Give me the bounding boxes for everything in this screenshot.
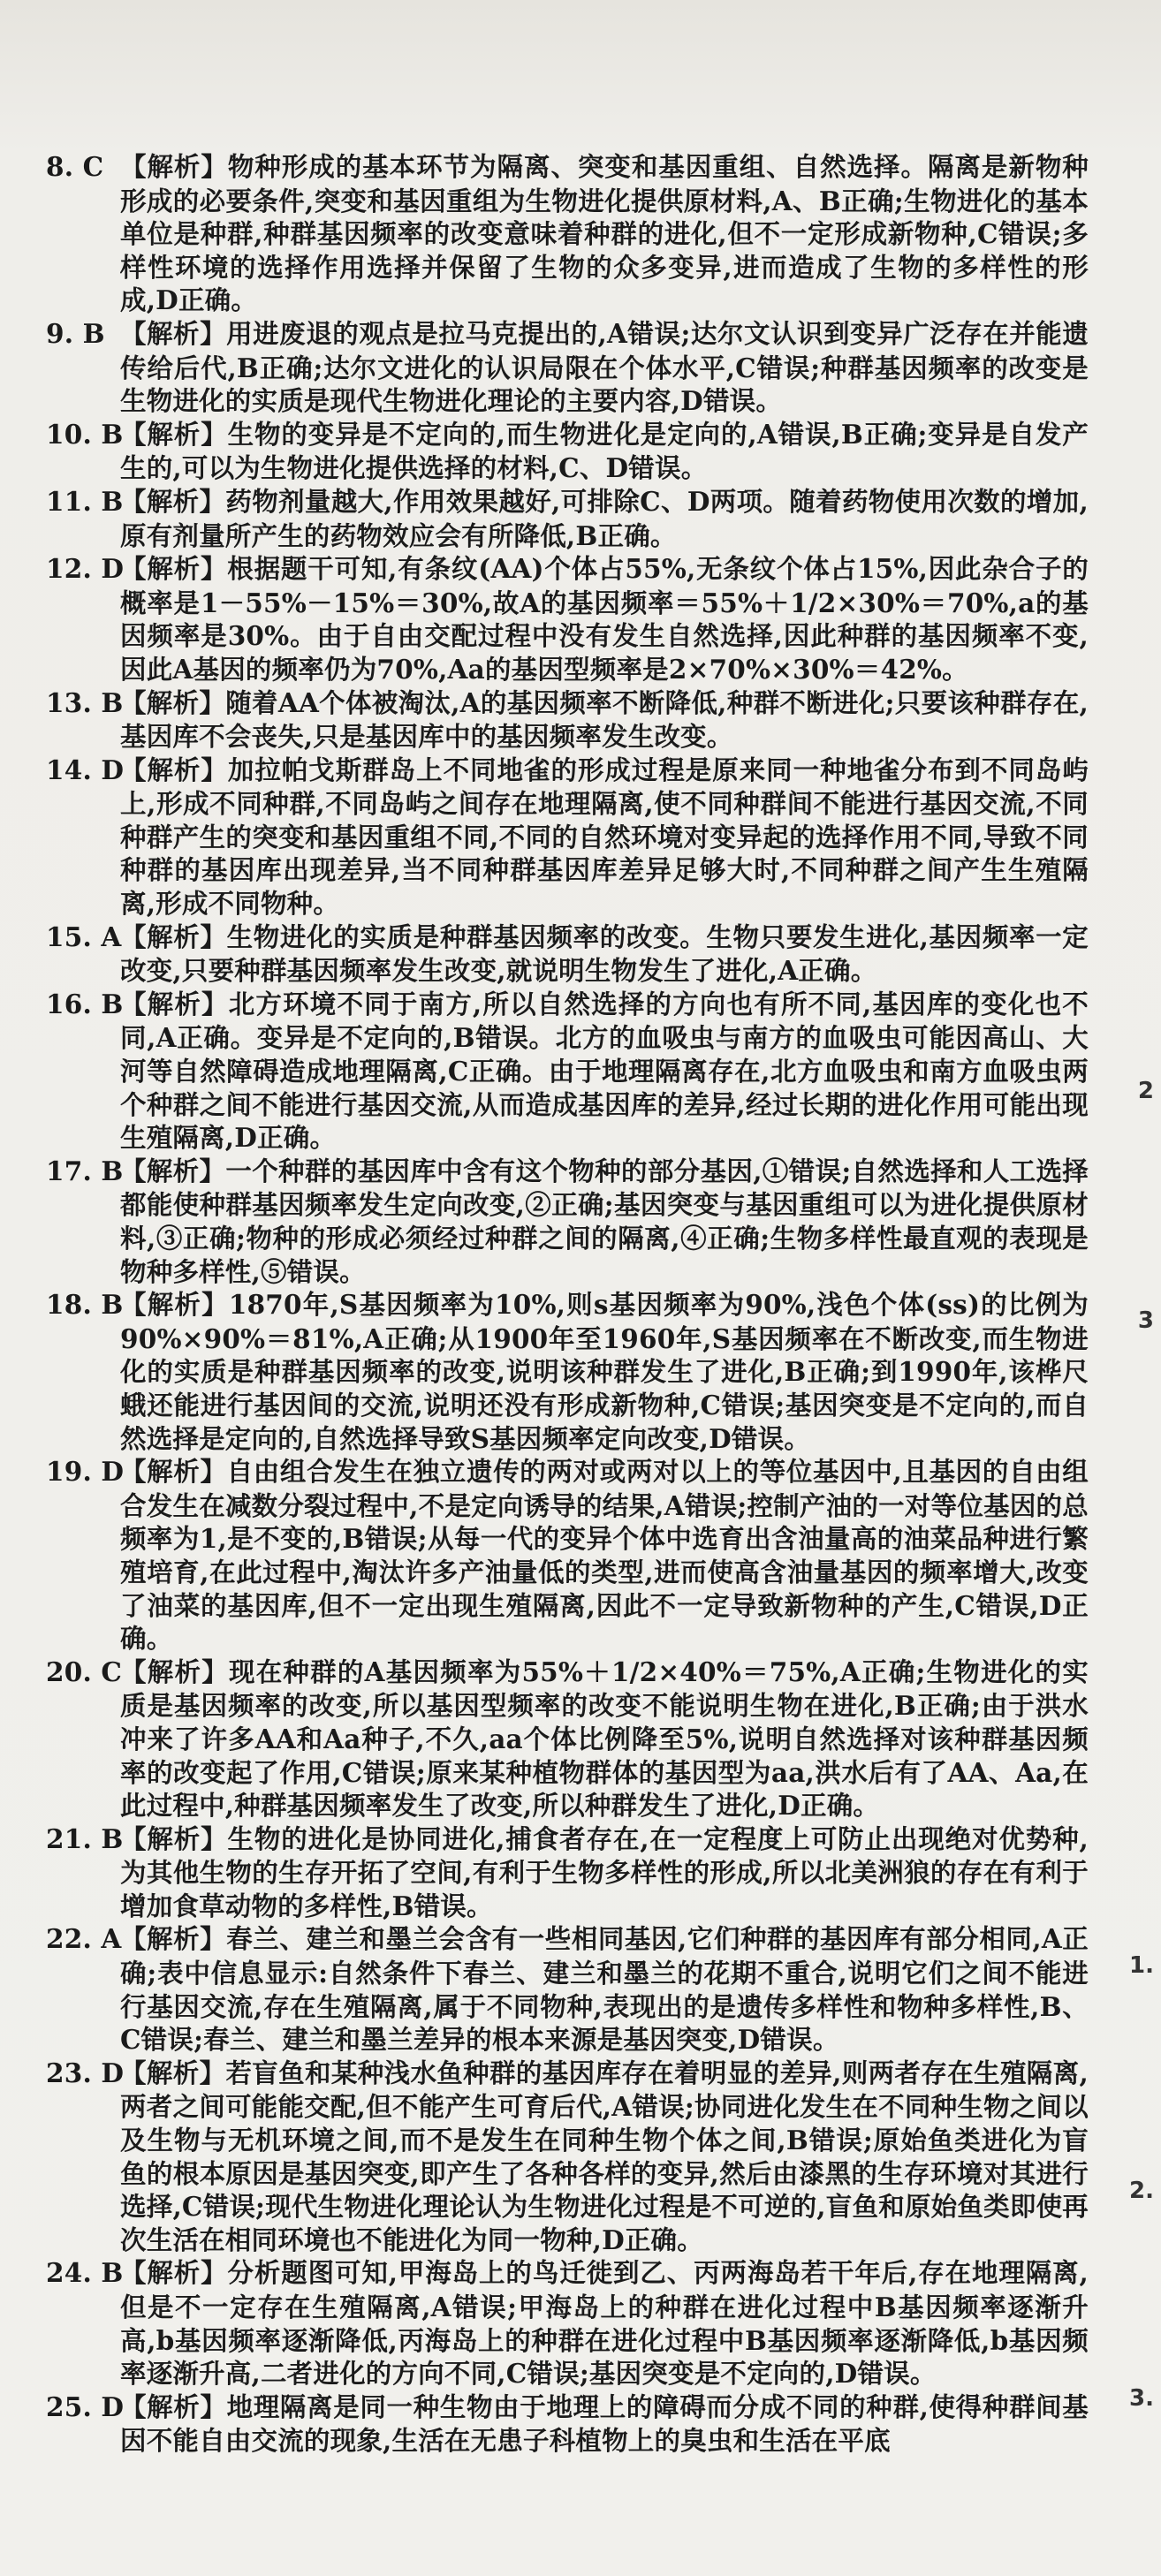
answer-number: 14. D: [46, 754, 125, 785]
analysis-tag: 【解析】: [120, 486, 226, 517]
answer-item: [46, 485, 1089, 552]
answer-number: 9. B: [46, 317, 105, 349]
margin-number: 2: [1137, 1078, 1154, 1104]
answer-item: [46, 754, 1089, 921]
answer-text: 生物进化的实质是种群基因频率的改变。生物只要发生进化,基因频率一定改变,只要种群基因频率发生改变,就说明生物发生了进化,A正确。: [120, 921, 1089, 987]
answer-text: 自由组合发生在独立遗传的两对或两对以上的等位基因中,且基因的自由组合发生在减数分裂过程中,不是定向诱导的结果,A错误;控制产油的一对等位基因的总频率为1,是不变的,B错误;从每一代的变异个体中选育出含油量高的油菜品种进行繁殖培育,在此过程中,淘汰许多产油量低的类型,进而使高含油量基因的频率增大,改变了油菜的基因库,但不一定出现生殖隔离,因此不一定导致新物种的产生,C错误,D正确。: [120, 1456, 1089, 1655]
analysis-tag: 【解析】: [120, 554, 228, 585]
answer-text: 用进废退的观点是拉马克提出的,A错误;达尔文认识到变异广泛存在并能遗传给后代,B正确;达尔文进化的认识局限在个体水平,C错误;种群基因频率的改变是生物进化的实质是现代生物进化理论的主要内容,D错误。: [120, 317, 1089, 417]
answer-item: [46, 150, 1089, 317]
analysis-tag: 【解析】: [120, 2391, 227, 2422]
analysis-tag: 【解析】: [120, 921, 227, 952]
margin-number: 1.: [1129, 1952, 1154, 1979]
answer-text: 分析题图可知,甲海岛上的鸟迁徙到乙、丙两海岛若干年后,存在地理隔离,但是不一定存在生殖隔离,A错误;甲海岛上的种群在进化过程中B基因频率逐渐升高,b基因频率逐渐降低,丙海岛上的种群在进化过程中B基因频率逐渐降低,b基因频率逐渐升高,二者进化的方向不同,C错误;基因突变是不定向的,D错误。: [120, 2257, 1089, 2390]
answer-number: 24. B: [46, 2257, 124, 2289]
answer-item: [46, 1288, 1089, 1455]
margin-number: 2.: [1129, 2178, 1154, 2204]
answer-item: [46, 2057, 1089, 2257]
answer-item: [46, 2256, 1089, 2390]
analysis-tag: 【解析】: [120, 152, 228, 182]
answer-item: [46, 1922, 1089, 2056]
answer-text: 生物的进化是协同进化,捕食者存在,在一定程度上可防止出现绝对优势种,为其他生物的生存开拓了空间,有利于生物多样性的形成,所以北美洲狼的存在有利于增加食草动物的多样性,B错误。: [120, 1822, 1089, 1921]
answer-number: 23. D: [46, 2057, 125, 2088]
answer-text: 春兰、建兰和墨兰会含有一些相同基因,它们种群的基因库有部分相同,A正确;表中信息显示:自然条件下春兰、建兰和墨兰的花期不重合,说明它们之间不能进行基因交流,存在生殖隔离,属于不同物种,表现出的是遗传多样性和物种多样性,B、C错误;春兰、建兰和墨兰差异的根本来源是基因突变,D错误。: [120, 1923, 1089, 2056]
analysis-tag: 【解析】: [120, 2258, 228, 2289]
analysis-tag: 【解析】: [120, 1656, 229, 1687]
answer-number: 12. D: [46, 553, 125, 585]
answer-item: [46, 1655, 1089, 1822]
answer-item: [46, 1155, 1089, 1288]
answer-item: [46, 317, 1089, 418]
answer-item: [46, 1455, 1089, 1655]
answer-number: 17. B: [46, 1155, 124, 1186]
answer-item: [46, 418, 1089, 485]
answer-text: 地理隔离是同一种生物由于地理上的障碍而分成不同的种群,使得种群间基因不能自由交流的现象,生活在无患子科植物上的臭虫和生活在平底: [120, 2390, 1089, 2457]
answer-text: 若盲鱼和某种浅水鱼种群的基因库存在着明显的差异,则两者存在生殖隔离,两者之间可能能交配,但不能产生可育后代,A错误;协同进化发生在不同种生物之间以及生物与无机环境之间,而不是发生在同种生物个体之间,B错误;原始鱼类进化为盲鱼的根本原因是基因突变,即产生了各种各样的变异,然后由漆黑的生存环境对其进行选择,C错误;现代生物进化理论认为生物进化过程是不可逆的,盲鱼和原始鱼类即使再次生活在相同环境也不能进化为同一物种,D正确。: [120, 2057, 1089, 2255]
answer-number: 25. D: [46, 2390, 125, 2422]
answer-item: [46, 552, 1089, 686]
answer-number: 8. C: [46, 151, 104, 182]
answer-item: [46, 2390, 1089, 2458]
margin-number: 3: [1137, 1307, 1154, 1334]
analysis-tag: 【解析】: [120, 1924, 227, 1955]
answer-text: 1870年,S基因频率为10%,则s基因频率为90%,浅色个体(ss)的比例为90%×90%＝81%,A正确;从1900年至1960年,S基因频率在不断改变,而生物进化的实质是种群基因频率的改变,说明该种群发生了进化,B正确;到1990年,该桦尺蛾还能进行基因间的交流,说明还没有形成新物种,C错误;基因突变是不定向的,而自然选择是定向的,自然选择导致S基因频率定向改变,D错误。: [120, 1289, 1089, 1454]
analysis-tag: 【解析】: [120, 754, 228, 785]
analysis-tag: 【解析】: [120, 1823, 228, 1854]
analysis-tag: 【解析】: [120, 1155, 226, 1186]
analysis-tag: 【解析】: [120, 687, 226, 718]
answer-text: 生物的变异是不定向的,而生物进化是定向的,A错误,B正确;变异是自发产生的,可以为生物进化提供选择的材料,C、D错误。: [120, 418, 1089, 484]
answer-number: 16. B: [46, 988, 124, 1019]
answer-number: 22. A: [46, 1923, 122, 1955]
answer-text: 物种形成的基本环节为隔离、突变和基因重组、自然选择。隔离是新物种形成的必要条件,突变和基因重组为生物进化提供原材料,A、B正确;生物进化的基本单位是种群,种群基因频率的改变意味着种群的进化,但不一定形成新物种,C错误;多样性环境的选择作用选择并保留了生物的众多变异,进而造成了生物的多样性的形成,D正确。: [120, 151, 1089, 316]
answer-item: [46, 921, 1089, 988]
analysis-tag: 【解析】: [120, 419, 228, 450]
answer-text: 现在种群的A基因频率为55%＋1/2×40%＝75%,A正确;生物进化的实质是基因频率的改变,所以基因型频率的改变不能说明生物在进化,B正确;由于洪水冲来了许多AA和Aa种子,不久,aa个体比例降至5%,说明自然选择对该种群基因频率的改变起了作用,C错误;原来某种植物群体的基因型为aa,洪水后有了AA、Aa,在此过程中,种群基因频率发生了改变,所以种群发生了进化,D正确。: [120, 1655, 1089, 1822]
analysis-tag: 【解析】: [120, 2057, 226, 2088]
margin-number: 3.: [1129, 2385, 1154, 2412]
answer-item: [46, 1822, 1089, 1923]
answer-number: 21. B: [46, 1822, 124, 1854]
answer-list: [46, 150, 1089, 2458]
answer-number: 19. D: [46, 1456, 125, 1488]
answer-number: 13. B: [46, 686, 124, 718]
answer-text: 北方环境不同于南方,所以自然选择的方向也有所不同,基因库的变化也不同,A正确。变异是不定向的,B错误。北方的血吸虫与南方的血吸虫可能因高山、大河等自然障碍造成地理隔离,C正确。由于地理隔离存在,北方血吸虫和南方血吸虫两个种群之间不能进行基因交流,从而造成基因库的差异,经过长期的进化作用可能出现生殖隔离,D正确。: [120, 988, 1089, 1154]
answer-text: 根据题干可知,有条纹(AA)个体占55%,无条纹个体占15%,因此杂合子的概率是1－55%－15%＝30%,故A的基因频率＝55%＋1/2×30%＝70%,a的基因频率是30%。由于自由交配过程中没有发生自然选择,因此种群的基因频率不变,因此A基因的频率仍为70%,Aa的基因型频率是2×70%×30%＝42%。: [120, 553, 1089, 685]
answer-number: 20. C: [46, 1655, 123, 1687]
answer-text: 随着AA个体被淘汰,A的基因频率不断降低,种群不断进化;只要该种群存在,基因库不会丧失,只是基因库中的基因频率发生改变。: [120, 686, 1089, 753]
answer-number: 11. B: [46, 485, 124, 517]
answer-number: 18. B: [46, 1289, 124, 1321]
analysis-tag: 【解析】: [120, 318, 227, 349]
answer-text: 药物剂量越大,作用效果越好,可排除C、D两项。随着药物使用次数的增加,原有剂量所产生的药物效应会有所降低,B正确。: [120, 485, 1089, 551]
answer-text: 一个种群的基因库中含有这个物种的部分基因,①错误;自然选择和人工选择都能使种群基因频率发生定向改变,②正确;基因突变与基因重组可以为进化提供原材料,③正确;物种的形成必须经过种群之间的隔离,④正确;生物多样性最直观的表现是物种多样性,⑤错误。: [120, 1155, 1089, 1287]
answer-item: [46, 988, 1089, 1155]
answer-number: 10. B: [46, 418, 124, 450]
analysis-tag: 【解析】: [120, 1290, 229, 1321]
answer-text: 加拉帕戈斯群岛上不同地雀的形成过程是原来同一种地雀分布到不同岛屿上,形成不同种群,不同岛屿之间存在地理隔离,使不同种群间不能进行基因交流,不同种群产生的突变和基因重组不同,不同的自然环境对变异起的选择作用不同,导致不同种群的基因库出现差异,当不同种群基因库差异足够大时,不同种群之间产生生殖隔离,形成不同物种。: [120, 754, 1089, 920]
answer-item: [46, 686, 1089, 754]
analysis-tag: 【解析】: [120, 989, 229, 1019]
answer-number: 15. A: [46, 921, 122, 952]
analysis-tag: 【解析】: [120, 1457, 227, 1488]
